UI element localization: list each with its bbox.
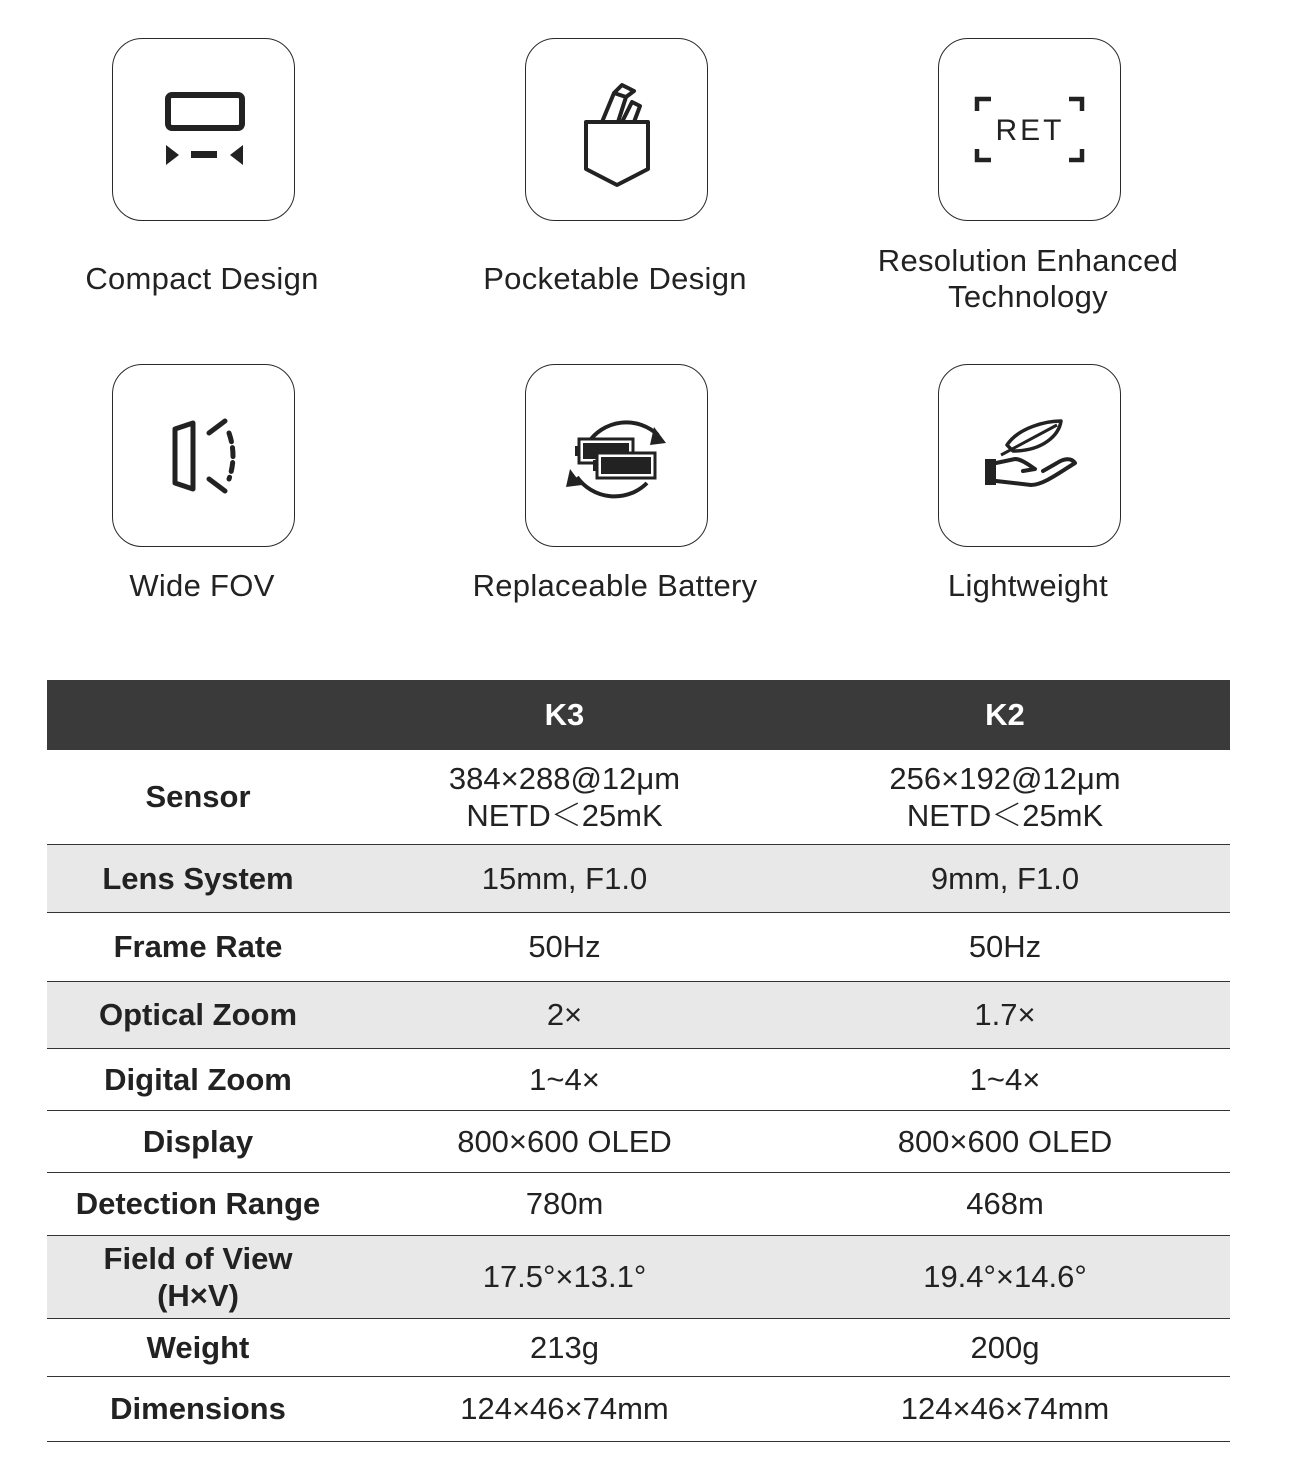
- feature-compact-design: [2, 38, 402, 308]
- cell-k2-optical-zoom: 1.7×: [780, 981, 1230, 1048]
- svg-text:RET: RET: [995, 114, 1065, 147]
- table-row: [47, 912, 1230, 981]
- cell-k3-optical-zoom: 2×: [349, 981, 780, 1048]
- row-label-field-of-view: Field of View (H×V): [47, 1235, 349, 1318]
- row-label-lens: Lens System: [47, 844, 349, 912]
- cell-k3-lens: 15mm, F1.0: [349, 844, 780, 912]
- table-row: [47, 1376, 1230, 1441]
- cell-k3-field-of-view: 17.5°×13.1°: [349, 1235, 780, 1318]
- feature-label: Compact Design: [85, 261, 319, 296]
- cell-k3-frame-rate: 50Hz: [349, 912, 780, 981]
- wide-fov-icon: [113, 365, 296, 548]
- cell-k2-digital-zoom: 1~4×: [780, 1048, 1230, 1110]
- cell-k3-detection-range: 780m: [349, 1172, 780, 1235]
- feature-tile: [525, 38, 708, 221]
- header-blank-cell: [47, 680, 349, 750]
- cell-k2-lens: 9mm, F1.0: [780, 844, 1230, 912]
- cell-k2-sensor: 256×192@12μm NETD＜25mK: [780, 750, 1230, 844]
- feature-replaceable-battery: [415, 364, 815, 604]
- cell-k2-weight: 200g: [780, 1318, 1230, 1376]
- table-row: [47, 1235, 1230, 1318]
- ret-icon: [939, 39, 1122, 222]
- table-row: [47, 981, 1230, 1048]
- row-label-weight: Weight: [47, 1318, 349, 1376]
- cell-k3-dimensions: 124×46×74mm: [349, 1376, 780, 1441]
- header-model-k2: K2: [780, 680, 1230, 750]
- cell-k3-weight: 213g: [349, 1318, 780, 1376]
- row-label-dimensions: Dimensions: [47, 1376, 349, 1441]
- feature-label: Resolution Enhanced Technology: [877, 243, 1179, 314]
- feature-tile: [525, 364, 708, 547]
- compact-design-icon: [113, 39, 296, 222]
- feature-tile: [112, 38, 295, 221]
- cell-k2-dimensions: 124×46×74mm: [780, 1376, 1230, 1441]
- feature-label: Pocketable Design: [483, 261, 747, 296]
- row-label-frame-rate: Frame Rate: [47, 912, 349, 981]
- table-row: [47, 844, 1230, 912]
- feature-lightweight: [828, 364, 1228, 604]
- pocket-icon: [526, 39, 709, 222]
- row-label-detection-range: Detection Range: [47, 1172, 349, 1235]
- row-label-sensor: Sensor: [47, 750, 349, 844]
- feature-label: Wide FOV: [129, 568, 275, 603]
- battery-swap-icon: [526, 365, 709, 548]
- table-header-row: [47, 680, 1230, 750]
- feature-resolution-enhanced: [828, 38, 1228, 318]
- feature-tile: [938, 38, 1121, 221]
- table-row: [47, 1048, 1230, 1110]
- feature-wide-fov: [2, 364, 402, 604]
- feature-tile: [112, 364, 295, 547]
- feature-tile: [938, 364, 1121, 547]
- feature-label: Replaceable Battery: [472, 568, 758, 603]
- cell-k2-display: 800×600 OLED: [780, 1110, 1230, 1172]
- cell-k3-digital-zoom: 1~4×: [349, 1048, 780, 1110]
- table-row: [47, 1172, 1230, 1235]
- cell-k3-display: 800×600 OLED: [349, 1110, 780, 1172]
- feature-pocketable-design: [415, 38, 815, 308]
- header-model-k3: K3: [349, 680, 780, 750]
- hand-feather-icon: [939, 365, 1122, 548]
- table-row: [47, 750, 1230, 844]
- cell-k2-frame-rate: 50Hz: [780, 912, 1230, 981]
- spec-comparison-table: [47, 680, 1230, 1442]
- cell-k2-detection-range: 468m: [780, 1172, 1230, 1235]
- table-row: [47, 1110, 1230, 1172]
- feature-label: Lightweight: [947, 568, 1109, 603]
- row-label-digital-zoom: Digital Zoom: [47, 1048, 349, 1110]
- row-label-display: Display: [47, 1110, 349, 1172]
- cell-k3-sensor: 384×288@12μm NETD＜25mK: [349, 750, 780, 844]
- cell-k2-field-of-view: 19.4°×14.6°: [780, 1235, 1230, 1318]
- table-row: [47, 1318, 1230, 1376]
- row-label-optical-zoom: Optical Zoom: [47, 981, 349, 1048]
